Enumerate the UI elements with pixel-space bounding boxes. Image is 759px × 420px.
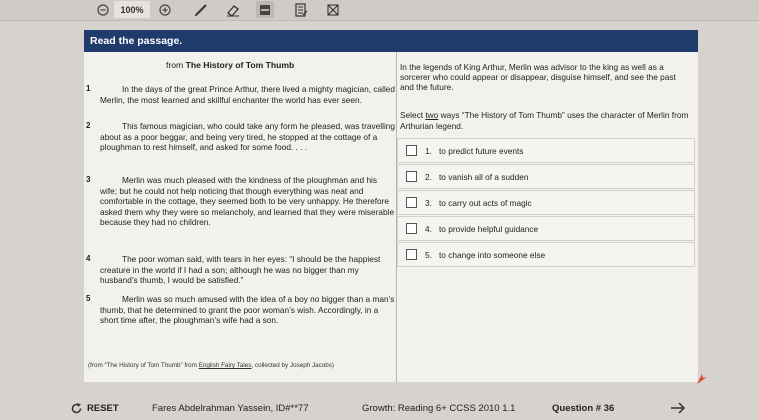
paragraph-number: 1	[86, 84, 91, 93]
passage-title	[166, 60, 294, 70]
checkbox[interactable]	[406, 223, 417, 234]
mouse-cursor-icon	[696, 372, 708, 384]
question-panel	[84, 30, 698, 382]
passage-title-prefix: from	[166, 60, 186, 70]
strikethrough-icon[interactable]	[322, 1, 344, 18]
answer-option-1[interactable]	[397, 138, 695, 163]
paragraph-1	[86, 84, 396, 105]
paragraph-3	[86, 175, 396, 228]
citation-prefix: (from “The History of Tom Thumb” from	[88, 362, 199, 369]
panel-header: Read the passage.	[84, 30, 698, 52]
paragraph-text: The poor woman said, with tears in her eyes: “I should be the happiest creature in the world if I had a son; although he was no bigger than my husband’s thumb, I would be satisfied.”	[100, 254, 381, 285]
checkbox[interactable]	[406, 145, 417, 156]
zoom-in-icon[interactable]	[156, 1, 174, 18]
answer-option-3[interactable]	[397, 190, 695, 215]
reset-label: RESET	[87, 403, 119, 414]
answer-option-5[interactable]	[397, 242, 695, 267]
option-number: 1.	[425, 145, 432, 156]
line-reader-icon[interactable]	[256, 1, 274, 18]
passage-citation	[88, 362, 334, 369]
paragraph-number: 2	[86, 121, 91, 130]
bottom-bar	[0, 398, 759, 420]
toolbar	[0, 0, 759, 21]
option-text: to provide helpful guidance	[439, 223, 539, 234]
option-text: to predict future events	[439, 145, 524, 156]
paragraph-number: 5	[86, 294, 91, 303]
answer-option-4[interactable]	[397, 216, 695, 241]
question-number: Question # 36	[552, 403, 615, 414]
answer-option-2[interactable]	[397, 164, 695, 189]
prompt-suffix: ways “The History of Tom Thumb” uses the character of Merlin from Arthurian legend.	[400, 110, 689, 131]
paragraph-number: 4	[86, 254, 91, 263]
zoom-level: 100%	[114, 1, 150, 18]
next-arrow-button[interactable]	[668, 399, 688, 417]
paragraph-2	[86, 121, 396, 153]
reset-button[interactable]	[70, 402, 119, 415]
eraser-icon[interactable]	[222, 1, 244, 18]
option-number: 2.	[425, 171, 432, 182]
option-number: 3.	[425, 197, 432, 208]
prompt-prefix: Select	[400, 110, 426, 120]
option-text: to carry out acts of magic	[439, 197, 532, 208]
paragraph-text: Merlin was so much amused with the idea of a boy no bigger than a man’s thumb, that he determined to grant the poor woman’s wish. Accordingly, in a short time after, the ploughman’s wife had a son.	[100, 294, 395, 325]
pen-icon[interactable]	[190, 1, 212, 18]
zoom-out-icon[interactable]	[94, 1, 112, 18]
checkbox[interactable]	[406, 197, 417, 208]
checkbox[interactable]	[406, 171, 417, 182]
student-name: Fares Abdelrahman Yassein, ID#**77	[152, 403, 309, 414]
paragraph-5	[86, 294, 396, 326]
paragraph-text: Merlin was much pleased with the kindness of the ploughman and his wife; but he could not help noticing that though everything was neat and comfortable in the cottage, they seemed both to be very unhappy. He therefore asked them why they were so melancholy, and learned that they were miserable because they had no children.	[100, 175, 395, 227]
passage-title-name: The History of Tom Thumb	[185, 60, 295, 70]
paragraph-number: 3	[86, 175, 91, 184]
option-number: 4.	[425, 223, 432, 234]
option-number: 5.	[425, 249, 432, 260]
reset-icon	[70, 402, 83, 415]
citation-suffix: , collected by Joseph Jacobs)	[251, 362, 335, 369]
citation-book: English Fairy Tales	[198, 362, 252, 369]
paragraph-4	[86, 254, 396, 286]
option-text: to vanish all of a sudden	[439, 171, 529, 182]
option-text: to change into someone else	[439, 249, 546, 260]
arrow-right-icon	[670, 402, 686, 414]
prompt-emphasis: two	[425, 110, 439, 120]
question-prompt	[400, 110, 690, 131]
question-context: In the legends of King Arthur, Merlin was advisor to the king as well as a sorcerer who could appear or disappear, disguise himself, and see the past and the future.	[400, 62, 676, 92]
paragraph-text: In the days of the great Prince Arthur, there lived a mighty magician, called Merlin, the most learned and skillful enchanter the world has ever seen.	[100, 84, 396, 105]
checkbox[interactable]	[406, 249, 417, 260]
notepad-icon[interactable]	[290, 1, 312, 18]
test-name: Growth: Reading 6+ CCSS 2010 1.1	[362, 403, 516, 414]
paragraph-text: This famous magician, who could take any form he pleased, was travelling about as a poor beggar, and being very tired, he stopped at the cottage of a ploughman to rest himself, and asked for some food. . . .	[100, 121, 396, 152]
